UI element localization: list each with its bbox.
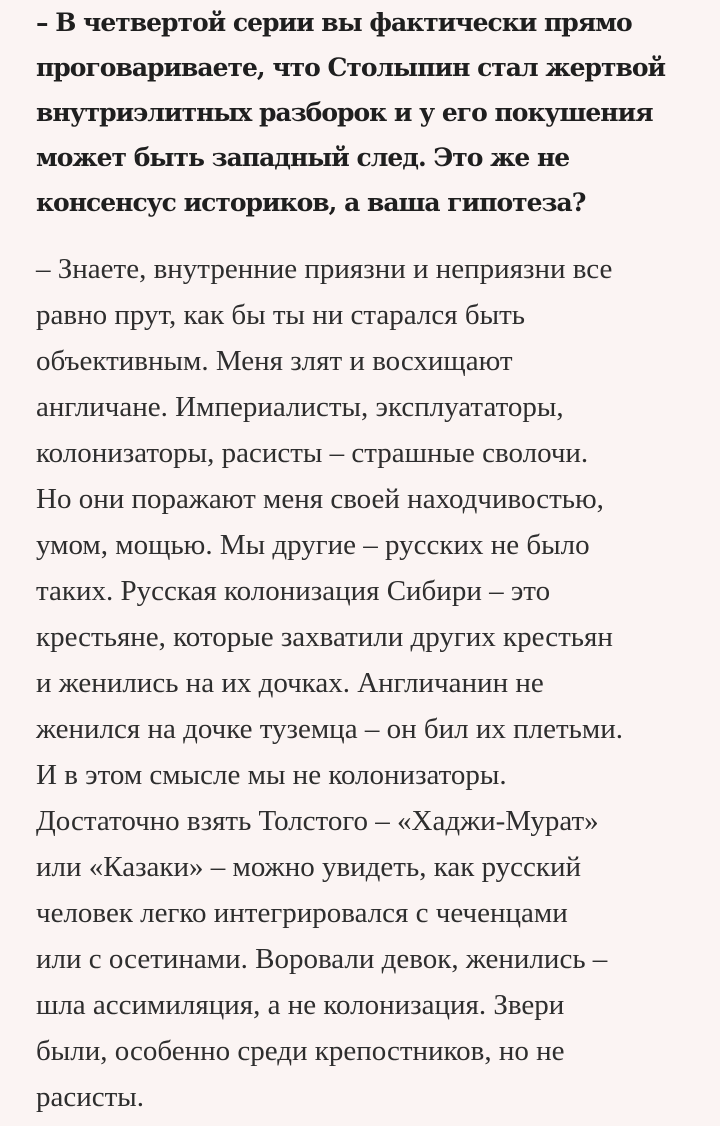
question-line: проговариваете, что Столыпин стал жертвой	[36, 53, 666, 82]
answer-line: расисты.	[36, 1081, 145, 1113]
answer-line: или «Казаки» – можно увидеть, как русский	[36, 851, 582, 883]
answer-line: или с осетинами. Воровали девок, женились –	[36, 943, 608, 975]
answer-line: англичане. Империалисты, эксплуататоры,	[36, 391, 564, 423]
answer-line: женился на дочке туземца – он бил их плетьми.	[36, 713, 623, 745]
answer-line: были, особенно среди крепостников, но не	[36, 1035, 565, 1067]
interview-answer	[36, 246, 623, 1120]
answer-line: И в этом смысле мы не колонизаторы.	[36, 759, 507, 791]
answer-line: Достаточно взять Толстого – «Хаджи-Мурат»	[36, 805, 599, 837]
interview-question	[36, 0, 696, 225]
question-line: – В четвертой серии вы фактически прямо	[36, 8, 632, 37]
question-line: может быть западный след. Это же не	[36, 143, 570, 172]
answer-line: равно прут, как бы ты ни старался быть	[36, 299, 525, 331]
answer-line: Но они поражают меня своей находчивостью,	[36, 483, 604, 515]
answer-line: человек легко интегрировался с чеченцами	[36, 897, 568, 929]
article-body	[36, 0, 696, 1113]
answer-line: колонизаторы, расисты – страшные сволочи.	[36, 437, 589, 469]
answer-line: таких. Русская колонизация Сибири – это	[36, 575, 551, 607]
answer-line: умом, мощью. Мы другие – русских не было	[36, 529, 590, 561]
question-line: консенсус историков, а ваша гипотеза?	[36, 188, 586, 217]
answer-line: объективным. Меня злят и восхищают	[36, 345, 513, 377]
answer-line: – Знаете, внутренние приязни и неприязни все	[36, 253, 613, 285]
answer-line: и женились на их дочках. Англичанин не	[36, 667, 544, 699]
answer-line: шла ассимиляция, а не колонизация. Звери	[36, 989, 565, 1021]
question-line: внутриэлитных разборок и у его покушения	[36, 98, 653, 127]
answer-line: крестьяне, которые захватили других крестьян	[36, 621, 613, 653]
